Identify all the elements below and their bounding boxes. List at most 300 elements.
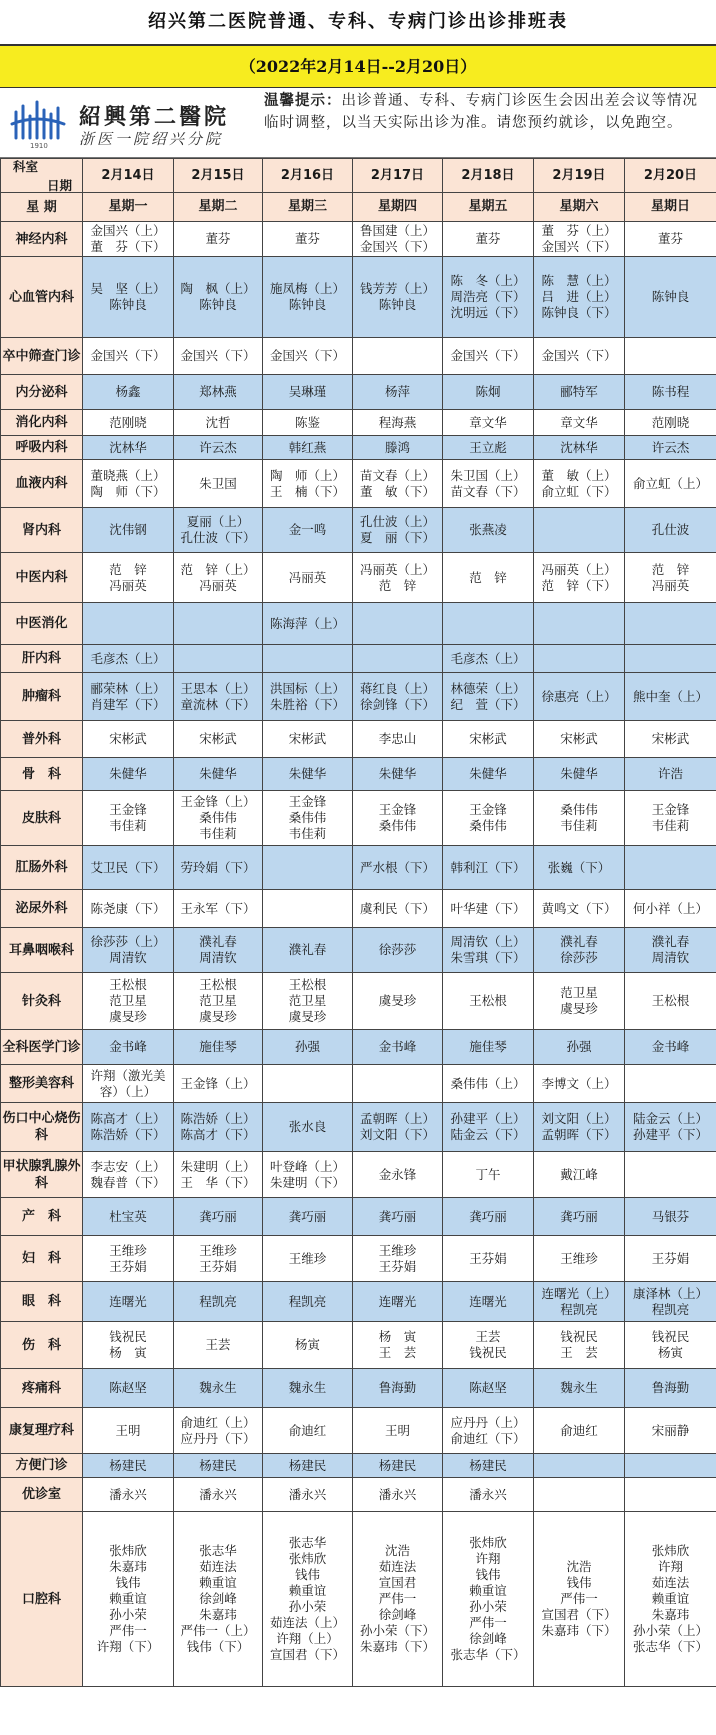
doctor-cell: 孙强 <box>534 1030 625 1065</box>
doctor-cell: 朱健华 <box>443 758 534 791</box>
department-name: 眼 科 <box>1 1282 83 1322</box>
header <box>0 88 716 158</box>
doctor-cell: 陈 冬（上） 周浩亮（下） 沈明远（下） <box>443 257 534 338</box>
doctor-cell: 王金锋 桑伟伟 <box>353 791 443 846</box>
department-row <box>1 1478 716 1512</box>
doctor-cell: 宋彬武 <box>263 721 353 758</box>
doctor-cell: 陈钟良 <box>625 257 716 338</box>
date-range-banner: （2022年2月14日--2月20日） <box>0 44 716 88</box>
doctor-cell <box>534 508 625 553</box>
doctor-cell: 王松根 <box>443 973 534 1030</box>
doctor-cell: 张炜欣 许翔 茹连法 赖重谊 朱嘉玮 孙小荣（上） 张志华（下） <box>625 1512 716 1687</box>
department-name: 卒中筛查门诊 <box>1 338 83 375</box>
doctor-cell: 朱健华 <box>83 758 174 791</box>
date-header: 2月16日 <box>263 159 353 193</box>
department-row <box>1 1369 716 1408</box>
doctor-cell: 魏永生 <box>534 1369 625 1408</box>
doctor-cell: 宋彬武 <box>174 721 263 758</box>
doctor-cell: 宋彬武 <box>625 721 716 758</box>
doctor-cell: 杨萍 <box>353 375 443 410</box>
date-header: 2月14日 <box>83 159 174 193</box>
doctor-cell: 沈浩 钱伟 严伟一 宣国君（下） 朱嘉玮（下） <box>534 1512 625 1687</box>
weekday-header: 星期四 <box>353 193 443 222</box>
doctor-cell: 戴江峰 <box>534 1152 625 1198</box>
doctor-cell: 沈哲 <box>174 410 263 436</box>
department-row <box>1 758 716 791</box>
doctor-cell: 金国兴（下） <box>534 338 625 375</box>
doctor-cell <box>263 1065 353 1103</box>
weekday-header: 星期三 <box>263 193 353 222</box>
doctor-cell: 俞迪红 <box>534 1408 625 1454</box>
doctor-cell: 朱健华 <box>353 758 443 791</box>
department-row <box>1 721 716 758</box>
doctor-cell: 宋丽静 <box>625 1408 716 1454</box>
doctor-cell: 龚巧丽 <box>353 1198 443 1236</box>
doctor-cell: 鲁国建（上） 金国兴（下） <box>353 222 443 257</box>
doctor-cell: 王维珍 <box>263 1236 353 1282</box>
doctor-cell: 陶 枫（上） 陈钟良 <box>174 257 263 338</box>
department-name: 方便门诊 <box>1 1454 83 1478</box>
department-name: 内分泌科 <box>1 375 83 410</box>
doctor-cell: 韩利江（下） <box>443 846 534 890</box>
doctor-cell: 龚巧丽 <box>263 1198 353 1236</box>
doctor-cell: 王明 <box>353 1408 443 1454</box>
weekday-header: 星期五 <box>443 193 534 222</box>
doctor-cell: 李博文（上） <box>534 1065 625 1103</box>
date-header: 2月17日 <box>353 159 443 193</box>
doctor-cell: 魏永生 <box>263 1369 353 1408</box>
doctor-cell: 程凯亮 <box>263 1282 353 1322</box>
doctor-cell: 董 芬（上） 金国兴（下） <box>534 222 625 257</box>
doctor-cell <box>534 1478 625 1512</box>
doctor-cell <box>174 603 263 645</box>
doctor-cell: 濮礼春 <box>263 928 353 973</box>
doctor-cell: 宋彬武 <box>83 721 174 758</box>
doctor-cell: 杨建民 <box>263 1454 353 1478</box>
doctor-cell: 濮礼春 周清钦 <box>625 928 716 973</box>
doctor-cell: 金书峰 <box>625 1030 716 1065</box>
doctor-cell: 陈 慧（上） 吕 进（上） 陈钟良（下） <box>534 257 625 338</box>
doctor-cell: 蒋红良（上） 徐剑锋（下） <box>353 673 443 721</box>
doctor-cell: 应丹丹（上） 俞迪红（下） <box>443 1408 534 1454</box>
doctor-cell: 孟朝晖（上） 刘文阳（下） <box>353 1103 443 1152</box>
weekday-row <box>1 193 716 222</box>
doctor-cell: 杨建民 <box>174 1454 263 1478</box>
doctor-cell: 李志安（上） 魏春普（下） <box>83 1152 174 1198</box>
weekday-header: 星期一 <box>83 193 174 222</box>
doctor-cell <box>625 338 716 375</box>
doctor-cell: 张志华 茹连法 赖重谊 徐剑峰 朱嘉玮 严伟一（上） 钱伟（下） <box>174 1512 263 1687</box>
doctor-cell <box>625 1065 716 1103</box>
doctor-cell: 张巍（下） <box>534 846 625 890</box>
corner-cell <box>1 159 83 193</box>
doctor-cell: 康泽林（上） 程凯亮 <box>625 1282 716 1322</box>
date-header: 2月15日 <box>174 159 263 193</box>
department-name: 疼痛科 <box>1 1369 83 1408</box>
doctor-cell: 金国兴（下） <box>83 338 174 375</box>
department-row <box>1 375 716 410</box>
doctor-cell: 朱健华 <box>263 758 353 791</box>
department-row <box>1 1236 716 1282</box>
doctor-cell <box>625 645 716 673</box>
department-row <box>1 1282 716 1322</box>
doctor-cell: 程海燕 <box>353 410 443 436</box>
doctor-cell: 周清钦（上） 朱雪琪（下） <box>443 928 534 973</box>
department-name: 口腔科 <box>1 1512 83 1687</box>
date-header: 2月20日 <box>625 159 716 193</box>
doctor-cell <box>83 603 174 645</box>
department-name: 肿瘤科 <box>1 673 83 721</box>
doctor-cell: 金一鸣 <box>263 508 353 553</box>
department-row <box>1 1152 716 1198</box>
department-row <box>1 410 716 436</box>
doctor-cell: 陈赵坚 <box>83 1369 174 1408</box>
doctor-cell: 王金锋 韦佳莉 <box>625 791 716 846</box>
department-name: 耳鼻咽喉科 <box>1 928 83 973</box>
doctor-cell: 王立彪 <box>443 436 534 460</box>
doctor-cell: 魏永生 <box>174 1369 263 1408</box>
department-row <box>1 673 716 721</box>
department-row <box>1 973 716 1030</box>
doctor-cell: 钱祝民 杨 寅 <box>83 1322 174 1369</box>
doctor-cell <box>534 603 625 645</box>
doctor-cell: 徐惠亮（上） <box>534 673 625 721</box>
doctor-cell: 虞利民（下） <box>353 890 443 928</box>
department-row <box>1 460 716 508</box>
department-name: 血液内科 <box>1 460 83 508</box>
doctor-cell <box>625 846 716 890</box>
doctor-cell: 范 锌 冯丽英 <box>83 553 174 603</box>
department-row <box>1 603 716 645</box>
department-name: 中医内科 <box>1 553 83 603</box>
doctor-cell: 王金锋（上） <box>174 1065 263 1103</box>
department-row <box>1 1198 716 1236</box>
doctor-cell: 金永锋 <box>353 1152 443 1198</box>
doctor-cell: 夏丽（上） 孔仕波（下） <box>174 508 263 553</box>
doctor-cell: 吴琳瑾 <box>263 375 353 410</box>
doctor-cell: 冯丽英（上） 范 锌 <box>353 553 443 603</box>
doctor-cell: 钱祝民 杨寅 <box>625 1322 716 1369</box>
doctor-cell: 范刚晓 <box>625 410 716 436</box>
department-name: 肛肠外科 <box>1 846 83 890</box>
doctor-cell: 王松根 范卫星 虞旻珍 <box>83 973 174 1030</box>
doctor-cell: 范 锌（上） 冯丽英 <box>174 553 263 603</box>
logo-year: 1910 <box>30 142 48 150</box>
doctor-cell: 冯丽英（上） 范 锌（下） <box>534 553 625 603</box>
doctor-cell: 杨寅 <box>263 1322 353 1369</box>
department-row <box>1 338 716 375</box>
doctor-cell: 鲁海勤 <box>625 1369 716 1408</box>
doctor-cell: 金国兴（下） <box>443 338 534 375</box>
doctor-cell: 王芬娟 <box>625 1236 716 1282</box>
doctor-cell: 王松根 <box>625 973 716 1030</box>
notice-text <box>264 90 712 156</box>
doctor-cell: 郑林燕 <box>174 375 263 410</box>
doctor-cell: 张炜欣 许翔 钱伟 赖重谊 孙小荣 严伟一 徐剑峰 张志华（下） <box>443 1512 534 1687</box>
department-name: 优诊室 <box>1 1478 83 1512</box>
doctor-cell: 陈鉴 <box>263 410 353 436</box>
doctor-cell <box>443 603 534 645</box>
doctor-cell: 王维珍 王芬娟 <box>353 1236 443 1282</box>
doctor-cell: 朱健华 <box>534 758 625 791</box>
doctor-cell: 王松根 范卫星 虞旻珍 <box>263 973 353 1030</box>
department-name: 皮肤科 <box>1 791 83 846</box>
department-row <box>1 436 716 460</box>
doctor-cell: 潘永兴 <box>353 1478 443 1512</box>
doctor-cell: 陈尧康（下） <box>83 890 174 928</box>
weekday-label: 星 期 <box>1 193 83 222</box>
doctor-cell: 王永军（下） <box>174 890 263 928</box>
doctor-cell: 王芬娟 <box>443 1236 534 1282</box>
doctor-cell: 洪国标（上） 朱胜裕（下） <box>263 673 353 721</box>
doctor-cell: 龚巧丽 <box>174 1198 263 1236</box>
doctor-cell: 董芬 <box>263 222 353 257</box>
doctor-cell: 范 锌 <box>443 553 534 603</box>
doctor-cell: 金国兴（下） <box>263 338 353 375</box>
corner-dept-label: 科室 <box>13 158 39 174</box>
doctor-cell: 张水良 <box>263 1103 353 1152</box>
doctor-cell: 王金锋 韦佳莉 <box>83 791 174 846</box>
doctor-cell: 金国兴（上） 董 芬（下） <box>83 222 174 257</box>
doctor-cell: 冯丽英 <box>263 553 353 603</box>
doctor-cell: 陈浩娇（上） 陈高才（下） <box>174 1103 263 1152</box>
doctor-cell: 许浩 <box>625 758 716 791</box>
doctor-cell: 王维珍 王芬娟 <box>83 1236 174 1282</box>
doctor-cell: 连曙光 <box>83 1282 174 1322</box>
weekday-header: 星期六 <box>534 193 625 222</box>
weekday-header: 星期二 <box>174 193 263 222</box>
doctor-cell: 朱卫国（上） 苗文春（下） <box>443 460 534 508</box>
department-name: 甲状腺乳腺外科 <box>1 1152 83 1198</box>
doctor-cell <box>534 1454 625 1478</box>
doctor-cell: 严水根（下） <box>353 846 443 890</box>
doctor-cell <box>625 1454 716 1478</box>
doctor-cell: 朱建明（上） 王 华（下） <box>174 1152 263 1198</box>
doctor-cell: 宋彬武 <box>443 721 534 758</box>
doctor-cell: 马银芬 <box>625 1198 716 1236</box>
doctor-cell: 刘文阳（上） 孟朝晖（下） <box>534 1103 625 1152</box>
department-name: 康复理疗科 <box>1 1408 83 1454</box>
doctor-cell: 熊中奎（上） <box>625 673 716 721</box>
doctor-cell: 俞迪红 <box>263 1408 353 1454</box>
department-row <box>1 1408 716 1454</box>
doctor-cell: 潘永兴 <box>174 1478 263 1512</box>
date-row <box>1 159 716 193</box>
notice-body: 出诊普通、专科、专病门诊医生会因出差会议等情况临时调整，以当天实际出诊为准。请您预约就诊，以免跑空。 <box>264 93 698 131</box>
doctor-cell: 章文华 <box>443 410 534 436</box>
doctor-cell: 钱芳芳（上） 陈钟良 <box>353 257 443 338</box>
doctor-cell: 陈海萍（上） <box>263 603 353 645</box>
date-header: 2月18日 <box>443 159 534 193</box>
doctor-cell: 张炜欣 朱嘉玮 钱伟 赖重谊 孙小荣 严伟一 许翔（下） <box>83 1512 174 1687</box>
doctor-cell: 许云杰 <box>174 436 263 460</box>
doctor-cell: 王明 <box>83 1408 174 1454</box>
doctor-cell: 郦特军 <box>534 375 625 410</box>
doctor-cell: 董芬 <box>174 222 263 257</box>
doctor-cell: 连曙光 <box>443 1282 534 1322</box>
doctor-cell: 陶 师（上） 王 楠（下） <box>263 460 353 508</box>
corner-date-label: 日期 <box>46 177 72 193</box>
page-title: 绍兴第二医院普通、专科、专病门诊出诊排班表 <box>0 0 716 44</box>
doctor-cell: 鲁海勤 <box>353 1369 443 1408</box>
doctor-cell: 叶华建（下） <box>443 890 534 928</box>
doctor-cell: 叶登峰（上） 朱建明（下） <box>263 1152 353 1198</box>
department-row <box>1 508 716 553</box>
department-row <box>1 645 716 673</box>
doctor-cell: 许云杰 <box>625 436 716 460</box>
doctor-cell: 韩红燕 <box>263 436 353 460</box>
doctor-cell: 濮礼春 周清钦 <box>174 928 263 973</box>
department-name: 伤 科 <box>1 1322 83 1369</box>
doctor-cell: 王金锋（上） 桑伟伟 韦佳莉 <box>174 791 263 846</box>
doctor-cell: 范刚晓 <box>83 410 174 436</box>
doctor-cell: 金国兴（下） <box>174 338 263 375</box>
notice-label: 温馨提示： <box>264 92 342 109</box>
doctor-cell: 董芬 <box>443 222 534 257</box>
doctor-cell: 杜宝英 <box>83 1198 174 1236</box>
department-name: 消化内科 <box>1 410 83 436</box>
doctor-cell: 施佳琴 <box>443 1030 534 1065</box>
doctor-cell: 苗文春（上） 董 敏（下） <box>353 460 443 508</box>
department-row <box>1 1103 716 1152</box>
doctor-cell: 孙强 <box>263 1030 353 1065</box>
doctor-cell: 施佳琴 <box>174 1030 263 1065</box>
doctor-cell: 杨 寅 王 芸 <box>353 1322 443 1369</box>
weekday-header: 星期日 <box>625 193 716 222</box>
doctor-cell: 孔仕波 <box>625 508 716 553</box>
doctor-cell: 陈书程 <box>625 375 716 410</box>
doctor-cell: 朱健华 <box>174 758 263 791</box>
department-name: 呼吸内科 <box>1 436 83 460</box>
department-name: 神经内科 <box>1 222 83 257</box>
doctor-cell: 王金锋 桑伟伟 韦佳莉 <box>263 791 353 846</box>
date-header: 2月19日 <box>534 159 625 193</box>
doctor-cell: 范卫星 虞旻珍 <box>534 973 625 1030</box>
doctor-cell: 沈浩 茹连法 宣国君 严伟一 徐剑峰 孙小荣（下） 朱嘉玮（下） <box>353 1512 443 1687</box>
doctor-cell: 何小祥（上） <box>625 890 716 928</box>
doctor-cell: 虞旻珍 <box>353 973 443 1030</box>
doctor-cell: 丁午 <box>443 1152 534 1198</box>
department-row <box>1 257 716 338</box>
doctor-cell <box>263 846 353 890</box>
department-row <box>1 1065 716 1103</box>
doctor-cell: 桑伟伟 韦佳莉 <box>534 791 625 846</box>
department-name: 全科医学门诊 <box>1 1030 83 1065</box>
doctor-cell: 滕鸿 <box>353 436 443 460</box>
doctor-cell: 劳玲娟（下） <box>174 846 263 890</box>
doctor-cell: 俞迪红（上） 应丹丹（下） <box>174 1408 263 1454</box>
doctor-cell: 毛彦杰（上） <box>443 645 534 673</box>
doctor-cell: 王芸 <box>174 1322 263 1369</box>
doctor-cell: 潘永兴 <box>263 1478 353 1512</box>
doctor-cell: 王松根 范卫星 虞旻珍 <box>174 973 263 1030</box>
department-name: 普外科 <box>1 721 83 758</box>
doctor-cell: 范 锌 冯丽英 <box>625 553 716 603</box>
department-name: 肾内科 <box>1 508 83 553</box>
doctor-cell: 林德荣（上） 纪 萱（下） <box>443 673 534 721</box>
doctor-cell <box>353 603 443 645</box>
department-name: 中医消化 <box>1 603 83 645</box>
doctor-cell <box>625 1478 716 1512</box>
doctor-cell <box>263 890 353 928</box>
doctor-cell: 沈林华 <box>83 436 174 460</box>
doctor-cell <box>625 1152 716 1198</box>
doctor-cell: 俞立虹（上） <box>625 460 716 508</box>
doctor-cell: 龚巧丽 <box>443 1198 534 1236</box>
doctor-cell: 王维珍 王芬娟 <box>174 1236 263 1282</box>
department-name: 泌尿外科 <box>1 890 83 928</box>
doctor-cell: 杨鑫 <box>83 375 174 410</box>
doctor-cell: 陆金云（上） 孙建平（下） <box>625 1103 716 1152</box>
logo-subtitle: 浙医一院绍兴分院 <box>79 130 224 148</box>
doctor-cell: 桑伟伟（上） <box>443 1065 534 1103</box>
doctor-cell: 王金锋 桑伟伟 <box>443 791 534 846</box>
doctor-cell: 董芬 <box>625 222 716 257</box>
doctor-cell: 吴 坚（上） 陈钟良 <box>83 257 174 338</box>
doctor-cell: 沈伟钢 <box>83 508 174 553</box>
hospital-logo <box>4 94 259 152</box>
doctor-cell: 徐莎莎 <box>353 928 443 973</box>
doctor-cell <box>263 645 353 673</box>
doctor-cell: 金书峰 <box>353 1030 443 1065</box>
department-row <box>1 1512 716 1687</box>
doctor-cell: 董晓燕（上） 陶 师（下） <box>83 460 174 508</box>
doctor-cell: 孔仕波（上） 夏 丽（下） <box>353 508 443 553</box>
doctor-cell: 杨建民 <box>83 1454 174 1478</box>
doctor-cell <box>353 338 443 375</box>
doctor-cell: 李忠山 <box>353 721 443 758</box>
doctor-cell: 孙建平（上） 陆金云（下） <box>443 1103 534 1152</box>
doctor-cell <box>353 1065 443 1103</box>
department-row <box>1 928 716 973</box>
doctor-cell: 章文华 <box>534 410 625 436</box>
department-row <box>1 791 716 846</box>
doctor-cell: 龚巧丽 <box>534 1198 625 1236</box>
doctor-cell: 王维珍 <box>534 1236 625 1282</box>
department-name: 骨 科 <box>1 758 83 791</box>
doctor-cell: 连曙光 <box>353 1282 443 1322</box>
department-name: 针灸科 <box>1 973 83 1030</box>
doctor-cell: 潘永兴 <box>443 1478 534 1512</box>
department-row <box>1 890 716 928</box>
schedule-table <box>0 158 716 1687</box>
doctor-cell <box>534 645 625 673</box>
doctor-cell: 陈炯 <box>443 375 534 410</box>
schedule-body <box>1 159 716 1687</box>
department-row <box>1 1322 716 1369</box>
doctor-cell: 施凤梅（上） 陈钟良 <box>263 257 353 338</box>
department-row <box>1 553 716 603</box>
department-name: 产 科 <box>1 1198 83 1236</box>
department-name: 肝内科 <box>1 645 83 673</box>
doctor-cell <box>353 645 443 673</box>
department-name: 妇 科 <box>1 1236 83 1282</box>
doctor-cell: 濮礼春 徐莎莎 <box>534 928 625 973</box>
doctor-cell: 徐莎莎（上） 周清钦 <box>83 928 174 973</box>
doctor-cell: 陈赵坚 <box>443 1369 534 1408</box>
doctor-cell: 陈高才（上） 陈浩娇（下） <box>83 1103 174 1152</box>
doctor-cell: 宋彬武 <box>534 721 625 758</box>
doctor-cell: 张燕凌 <box>443 508 534 553</box>
department-name: 伤口中心烧伤科 <box>1 1103 83 1152</box>
department-name: 整形美容科 <box>1 1065 83 1103</box>
doctor-cell: 黄鸣文（下） <box>534 890 625 928</box>
doctor-cell: 艾卫民（下） <box>83 846 174 890</box>
doctor-cell: 潘永兴 <box>83 1478 174 1512</box>
doctor-cell: 毛彦杰（上） <box>83 645 174 673</box>
doctor-cell: 程凯亮 <box>174 1282 263 1322</box>
doctor-cell: 杨建民 <box>353 1454 443 1478</box>
